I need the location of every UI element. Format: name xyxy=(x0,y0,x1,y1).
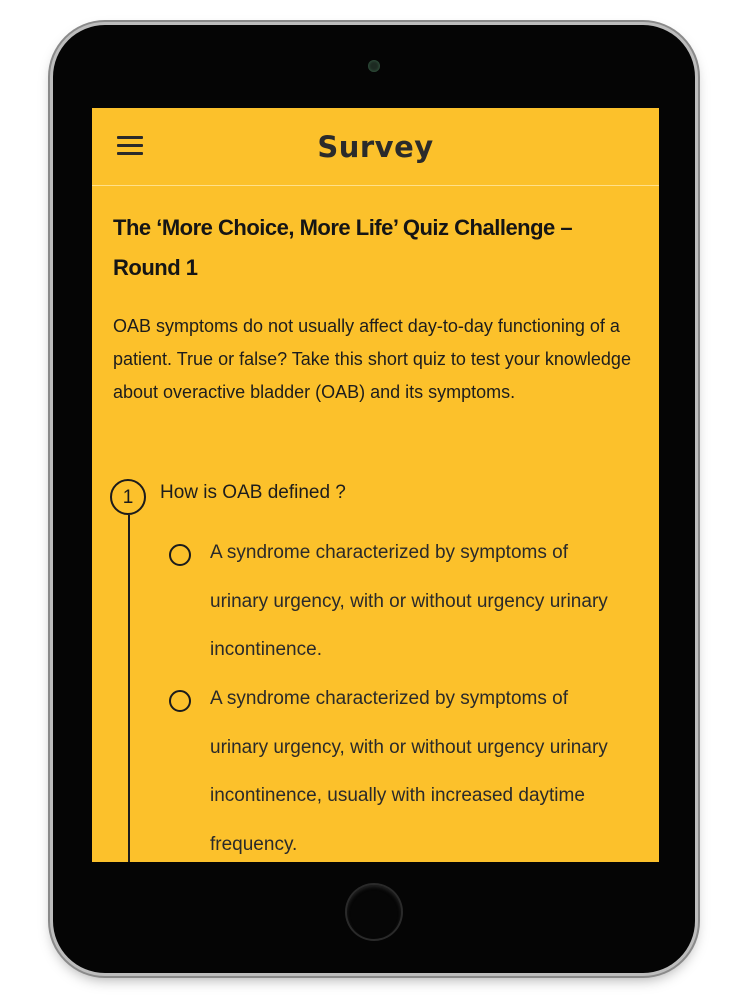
quiz-title: The ‘More Choice, More Life’ Quiz Challenge – Round 1 xyxy=(113,215,573,280)
tablet-device xyxy=(53,25,695,973)
front-camera xyxy=(368,60,380,72)
question-timeline-line xyxy=(128,515,130,862)
app-bar xyxy=(92,108,659,186)
radio-button[interactable] xyxy=(169,544,191,566)
radio-button[interactable] xyxy=(169,690,191,712)
question-text: How is OAB defined ? xyxy=(160,482,346,503)
app-title: Survey xyxy=(317,130,434,164)
answer-option-label: A syndrome characterized by symptoms of urinary urgency, with or without urgency urinary incontinence, usually with increased daytime frequency. xyxy=(210,688,608,855)
home-button[interactable] xyxy=(347,885,401,939)
quiz-intro: OAB symptoms do not usually affect day-to-day functioning of a patient. True or false? Take this short quiz to test your knowledge about overactive bladder (OAB) and its symptoms. xyxy=(113,316,631,402)
answer-option-label: A syndrome characterized by symptoms of urinary urgency, with or without urgency urinary incontinence. xyxy=(210,542,608,660)
question-number-badge: 1 xyxy=(110,479,146,515)
app-screen xyxy=(92,108,659,862)
